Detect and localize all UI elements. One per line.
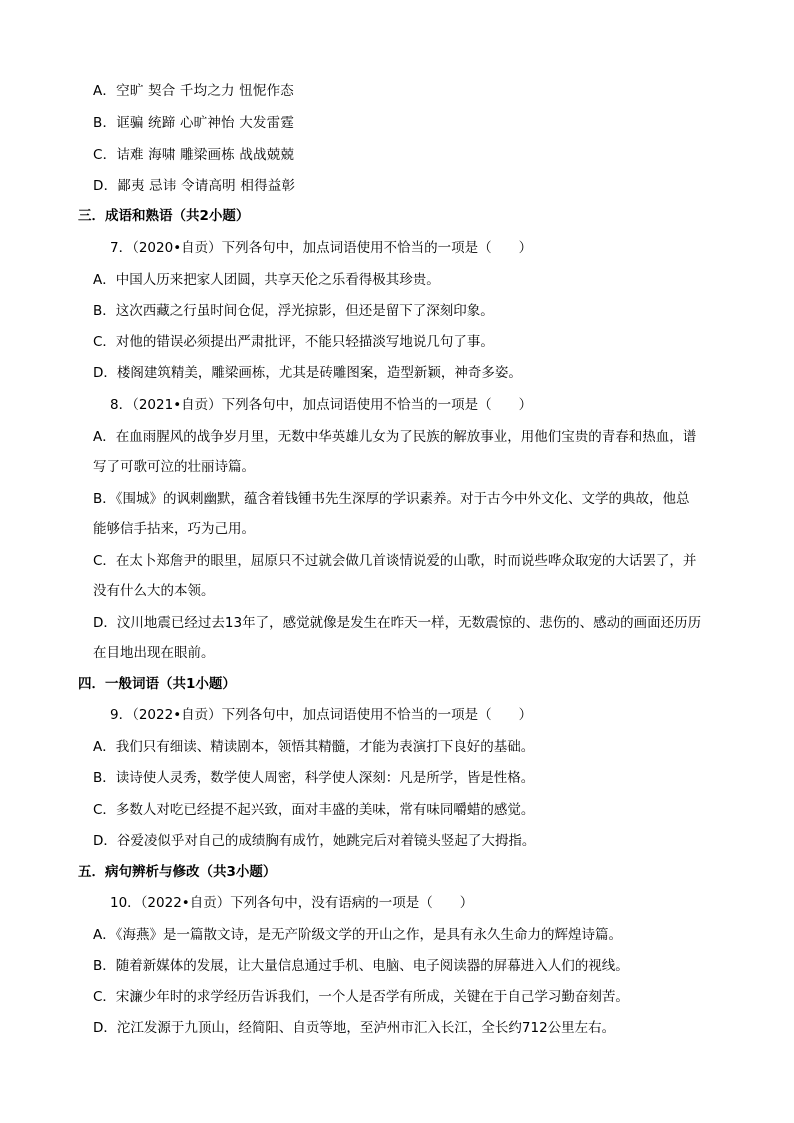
- question-9-option-d: D．谷爱凌似乎对自己的成绩胸有成竹，她跳完后对着镜头竖起了大拇指。: [93, 833, 536, 849]
- option-c: C．诘难 海啸 雕梁画栋 战战兢兢: [93, 147, 295, 163]
- question-8-option-b: B．《围城》的讽刺幽默，蕴含着钱锺书先生深厚的学识素养。对于古今中外文化、文学的典故，他总: [93, 491, 690, 507]
- question-9-option-b: B．读诗使人灵秀，数学使人周密，科学使人深刻：凡是所学，皆是性格。: [93, 770, 535, 786]
- section-heading-4: 四．一般词语（共1小题）: [78, 676, 236, 692]
- option-d: D．鄙夷 忌讳 令请高明 相得益彰: [93, 178, 296, 194]
- question-10-option-a: A．《海燕》是一篇散文诗，是无产阶级文学的开山之作，是具有永久生命力的辉煌诗篇。: [93, 927, 622, 943]
- question-9-option-c: C．多数人对吃已经提不起兴致，面对丰盛的美味，常有味同嚼蜡的感觉。: [93, 802, 535, 818]
- question-10-stem: 10．（2022•自贡）下列各句中，没有语病的一项是（ ）: [110, 895, 474, 911]
- question-10-option-c: C．宋濂少年时的求学经历告诉我们，一个人是否学有所成，关键在于自己学习勤奋刻苦。: [93, 989, 629, 1005]
- question-7-option-c: C．对他的错误必须提出严肃批评，不能只轻描淡写地说几句了事。: [93, 334, 494, 350]
- question-8-option-b-cont: 能够信手拈来，巧为己用。: [93, 521, 255, 537]
- question-7-option-a: A．中国人历来把家人团圆，共享天伦之乐看得极其珍贵。: [93, 272, 440, 288]
- question-7-option-b: B．这次西藏之行虽时间仓促，浮光掠影，但还是留下了深刻印象。: [93, 303, 494, 319]
- question-8-option-d: D．汶川地震已经过去13年了，感觉就像是发生在昨天一样，无数震惊的、悲伤的、感动的画面还历历: [93, 615, 702, 631]
- question-8-option-c-cont: 没有什么大的本领。: [93, 583, 215, 599]
- section-heading-3: 三．成语和熟语（共2小题）: [78, 208, 250, 224]
- option-b: B．诓骗 统蹄 心旷神怡 大发雷霆: [93, 115, 295, 131]
- question-8-option-a: A．在血雨腥风的战争岁月里，无数中华英雄儿女为了民族的解放事业，用他们宝贵的青春和热血，谱: [93, 429, 697, 445]
- question-10-option-d: D．沱江发源于九顶山，经简阳、自贡等地，至泸州市汇入长江，全长约712公里左右。: [93, 1020, 616, 1036]
- question-8-option-d-cont: 在目地出现在眼前。: [93, 645, 215, 661]
- question-9-option-a: A．我们只有细读、精读剧本，领悟其精髓，才能为表演打下良好的基础。: [93, 739, 535, 755]
- section-heading-5: 五．病句辨析与修改（共3小题）: [78, 864, 277, 880]
- question-9-stem: 9．（2022•自贡）下列各句中，加点词语使用不恰当的一项是（ ）: [110, 707, 533, 723]
- question-7-option-d: D．楼阁建筑精美，雕梁画栋，尤其是砖雕图案，造型新颖，神奇多姿。: [93, 365, 522, 381]
- question-8-option-a-cont: 写了可歌可泣的壮丽诗篇。: [93, 459, 255, 475]
- option-a: A．空旷 契合 千均之力 忸怩作态: [93, 83, 295, 99]
- question-10-option-b: B．随着新媒体的发展，让大量信息通过手机、电脑、电子阅读器的屏幕进入人们的视线。: [93, 958, 629, 974]
- question-8-option-c: C．在太卜郑詹尹的眼里，屈原只不过就会做几首谈情说爱的山歌，时而说些哗众取宠的大话罢了，并: [93, 553, 697, 569]
- question-8-stem: 8．（2021•自贡）下列各句中，加点词语使用不恰当的一项是（ ）: [110, 397, 533, 413]
- question-7-stem: 7．（2020•自贡）下列各句中，加点词语使用不恰当的一项是（ ）: [110, 240, 533, 256]
